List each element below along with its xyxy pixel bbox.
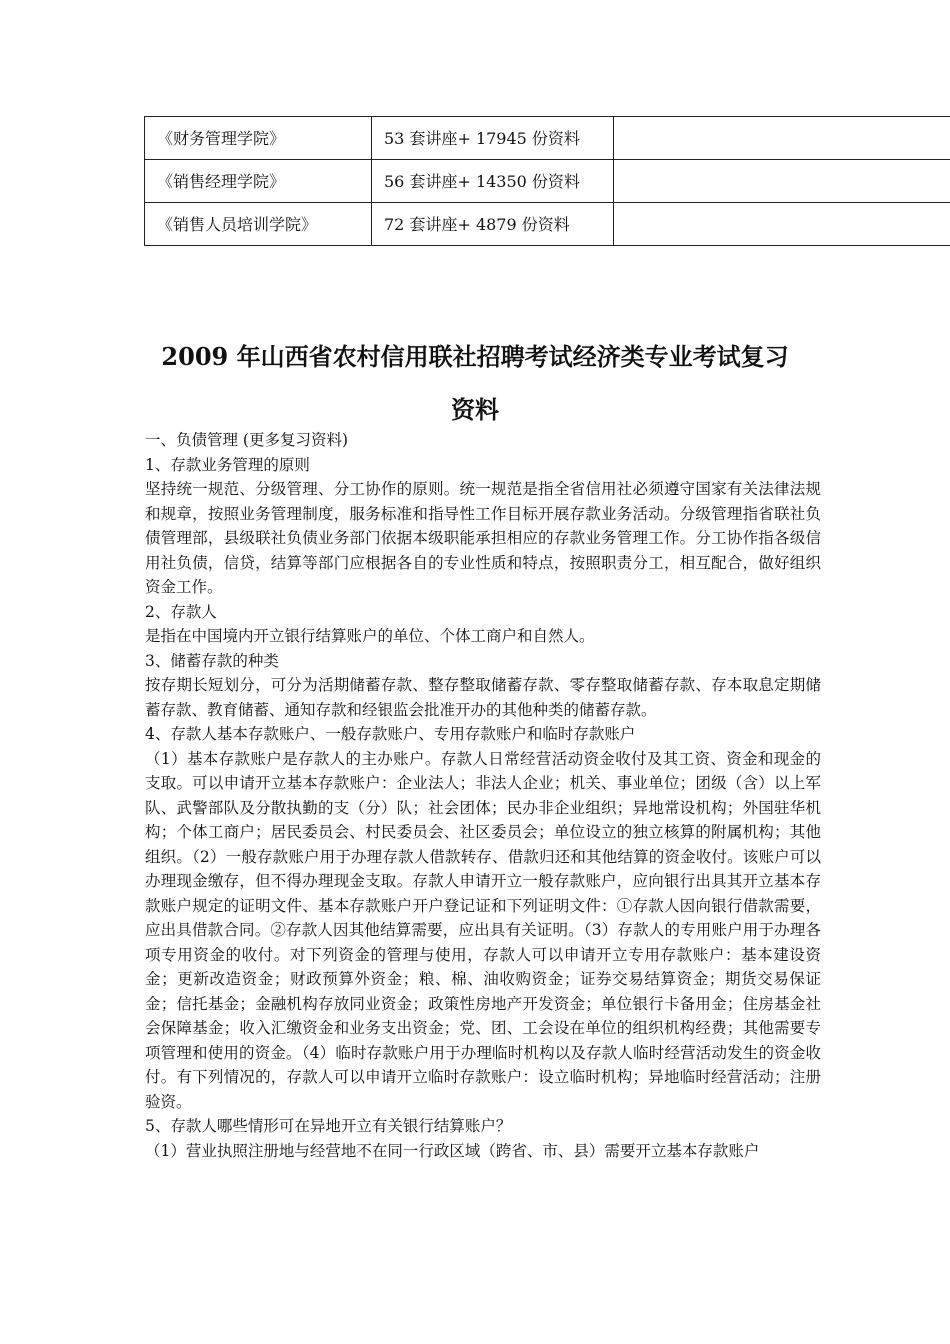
table-cell-content: 72 套讲座+ 4879 份资料	[372, 203, 614, 246]
subsection-heading: 5、存款人哪些情形可在异地开立有关银行结算账户？	[145, 1117, 512, 1135]
table-cell-extra	[614, 117, 950, 160]
subsection-heading: 1、存款业务管理的原则	[145, 455, 310, 474]
subsection-heading: 2、存款人	[145, 602, 217, 621]
document-title-continued: 资料	[451, 395, 499, 424]
table-cell-extra	[614, 160, 950, 203]
document-body	[145, 428, 821, 1163]
table-cell-content: 56 套讲座+ 14350 份资料	[372, 160, 614, 203]
table-cell-content: 53 套讲座+ 17945 份资料	[372, 117, 614, 160]
subsection-heading: 4、存款人基本存款账户、一般存款账户、专用存款账户和临时存款账户	[145, 725, 636, 743]
paragraph: 坚持统一规范、分级管理、分工协作的原则。统一规范是指全省信用社必须遵守国家有关法律法规和规章，按照业务管理制度，服务标准和指导性工作目标开展存款业务活动。分级管理指省联社负债管理部，县级联社负债业务部门依据本级职能承担相应的存款业务管理工作。分工协作指各级信用社负债，信贷，结算等部门应根据各自的专业性质和特点，按照职责分工，相互配合，做好组织资金工作。	[145, 480, 821, 596]
section-heading: 一、负债管理 (更多复习资料)	[145, 431, 349, 449]
table-row	[145, 203, 950, 246]
table-row	[145, 117, 950, 160]
paragraph: （1）营业执照注册地与经营地不在同一行政区域（跨省、市、县）需要开立基本存款账户	[145, 1141, 760, 1160]
paragraph: 按存期长短划分，可分为活期储蓄存款、整存整取储蓄存款、零存整取储蓄存款、存本取息定期储蓄存款、教育储蓄、通知存款和经银监会批准开办的其他种类的储蓄存款。	[145, 676, 821, 719]
paragraph: 是指在中国境内开立银行结算账户的单位、个体工商户和自然人。	[145, 627, 595, 645]
table-row	[145, 160, 950, 203]
subsection-heading: 3、储蓄存款的种类	[145, 651, 279, 670]
table-cell-name: 《销售经理学院》	[145, 160, 372, 203]
document-title: 2009 年山西省农村信用联社招聘考试经济类专业考试复习	[161, 342, 789, 371]
resource-table	[144, 116, 950, 246]
table-cell-name: 《财务管理学院》	[145, 117, 372, 160]
table-cell-name: 《销售人员培训学院》	[145, 203, 372, 246]
table-cell-extra	[614, 203, 950, 246]
paragraph: （1）基本存款账户是存款人的主办账户。存款人日常经营活动资金收付及其工资、资金和现金的支取。可以申请开立基本存款账户：企业法人；非法人企业；机关、事业单位；团级（含）以上军队、武警部队及分散执勤的支（分）队；社会团体；民办非企业组织；异地常设机构；外国驻华机构；个体工商户；居民委员会、村民委员会、社区委员会；单位设立的独立核算的附属机构；其他组织。（2）一般存款账户用于办理存款人借款转存、借款归还和其他结算的资金收付。该账户可以办理现金缴存，但不得办理现金支取。存款人申请开立一般存款账户，应向银行出具其开立基本存款账户规定的证明文件、基本存款账户开户登记证和下列证明文件：①存款人因向银行借款需要，应出具借款合同。②存款人因其他结算需要，应出具有关证明。（3）存款人的专用账户用于办理各项专用资金的收付。对下列资金的管理与使用，存款人可以申请开立专用存款账户：基本建设资金；更新改造资金；财政预算外资金；粮、棉、油收购资金；证券交易结算资金；期货交易保证金；信托基金；金融机构存放同业资金；政策性房地产开发资金；单位银行卡备用金；住房基金社会保障基金；收入汇缴资金和业务支出资金；党、团、工会设在单位的组织机构经费；其他需要专项管理和使用的资金。（4）临时存款账户用于办理临时机构以及存款人临时经营活动发生的资金收付。有下列情况的，存款人可以申请开立临时存款账户：设立临时机构；异地临时经营活动；注册验资。	[145, 749, 821, 1111]
